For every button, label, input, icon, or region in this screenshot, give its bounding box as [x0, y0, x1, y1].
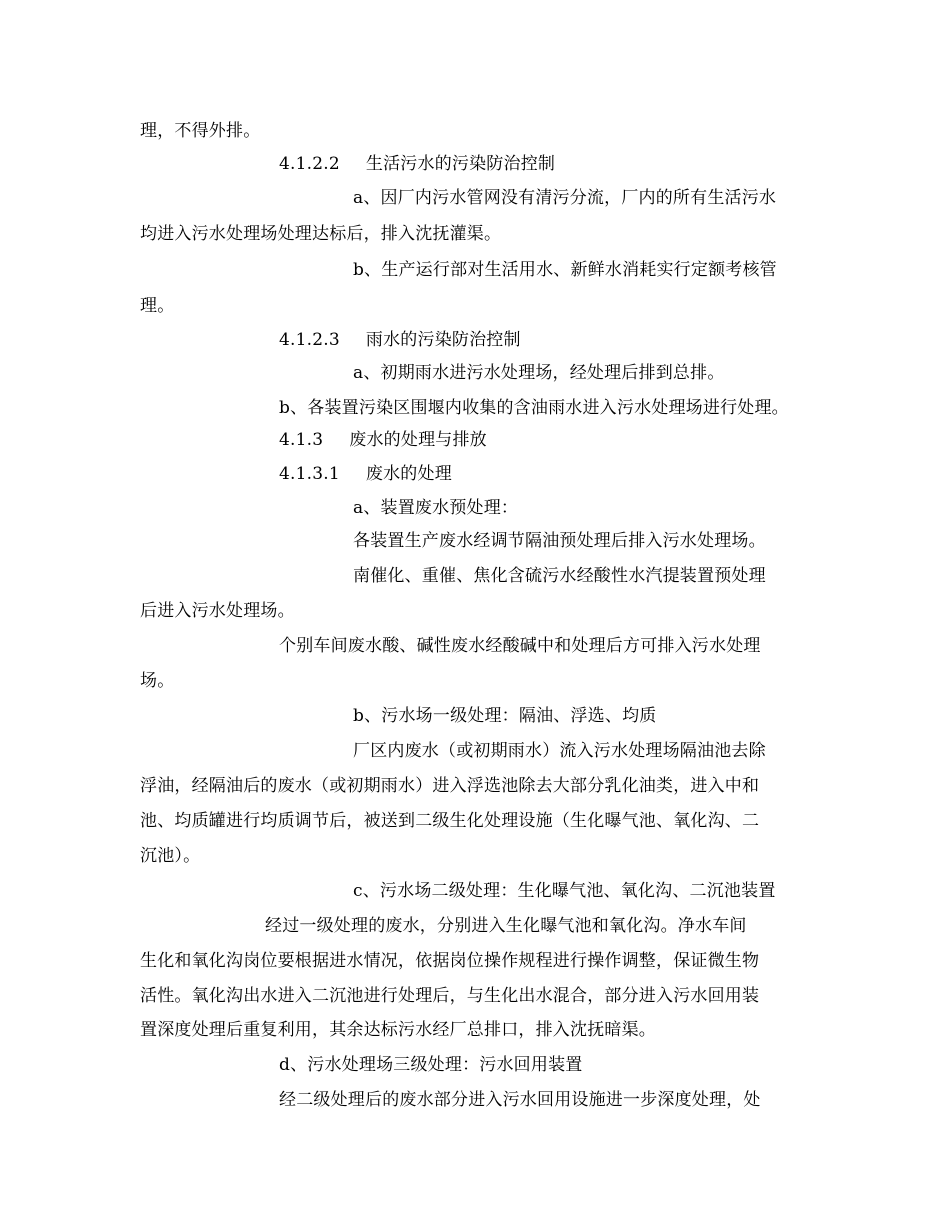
text-line: 经二级处理后的废水部分进入污水回用设施进一步深度处理，处 [279, 1090, 761, 1110]
text-line: b、生产运行部对生活用水、新鲜水消耗实行定额考核管 [353, 260, 777, 280]
text-line: 理。 [140, 296, 175, 316]
text-line: 生化和氧化沟岗位要根据进水情况，依据岗位操作规程进行操作调整，保证微生物 [140, 951, 760, 971]
text-line: 后进入污水处理场。 [140, 601, 295, 621]
text-line: 浮油，经隔油后的废水（或初期雨水）进入浮选池除去大部分乳化油类，进入中和 [140, 776, 760, 796]
text-line: 经过一级处理的废水，分别进入生化曝气池和氧化沟。净水车间 [265, 916, 747, 936]
text-line: 活性。氧化沟出水进入二沉池进行处理后，与生化出水混合，部分进入污水回用装 [140, 986, 760, 1006]
section-number: 4.1.2.2 [279, 154, 340, 174]
text-line: 沉池）。 [140, 846, 201, 866]
section-title: 生活污水的污染防治控制 [365, 154, 556, 174]
text-line: 均进入污水处理场处理达标后，排入沈抚灌渠。 [140, 224, 502, 244]
text-line: 南催化、重催、焦化含硫污水经酸性水汽提装置预处理 [353, 566, 766, 586]
section-number: 4.1.3 [279, 430, 324, 450]
text-line: d、污水处理场三级处理：污水回用装置 [279, 1055, 583, 1075]
text-line: a、初期雨水进污水处理场，经处理后排到总排。 [353, 363, 725, 383]
section-title: 废水的处理与排放 [349, 430, 487, 450]
text-line: 个别车间废水酸、碱性废水经酸碱中和处理后方可排入污水处理 [279, 636, 761, 656]
text-line: a、因厂内污水管网没有清污分流，厂内的所有生活污水 [353, 188, 777, 208]
text-line: a、装置废水预处理： [353, 498, 519, 518]
text-line: b、污水场一级处理：隔油、浮选、均质 [353, 706, 657, 726]
text-line: c、污水场二级处理：生化曝气池、氧化沟、二沉池装置 [353, 881, 776, 901]
text-line: 各装置生产废水经调节隔油预处理后排入污水处理场。 [353, 531, 766, 551]
section-heading-4-1-2-3 [279, 329, 521, 351]
section-heading-4-1-2-2 [279, 153, 555, 175]
text-line: 池、均质罐进行均质调节后，被送到二级生化处理设施（生化曝气池、氧化沟、二 [140, 811, 760, 831]
section-title: 雨水的污染防治控制 [365, 330, 521, 350]
section-heading-4-1-3-1 [279, 463, 452, 485]
section-number: 4.1.2.3 [279, 330, 340, 350]
section-number: 4.1.3.1 [279, 464, 340, 484]
text-line: 厂区内废水（或初期雨水）流入污水处理场隔油池去除 [353, 741, 766, 761]
text-line: 理，不得外排。 [140, 121, 261, 141]
text-line: b、各装置污染区围堰内收集的含油雨水进入污水处理场进行处理。 [279, 398, 789, 418]
section-title: 废水的处理 [365, 464, 452, 484]
text-line: 置深度处理后重复利用，其余达标污水经厂总排口，排入沈抚暗渠。 [140, 1020, 656, 1040]
section-heading-4-1-3 [279, 429, 487, 451]
text-line: 场。 [140, 671, 175, 691]
